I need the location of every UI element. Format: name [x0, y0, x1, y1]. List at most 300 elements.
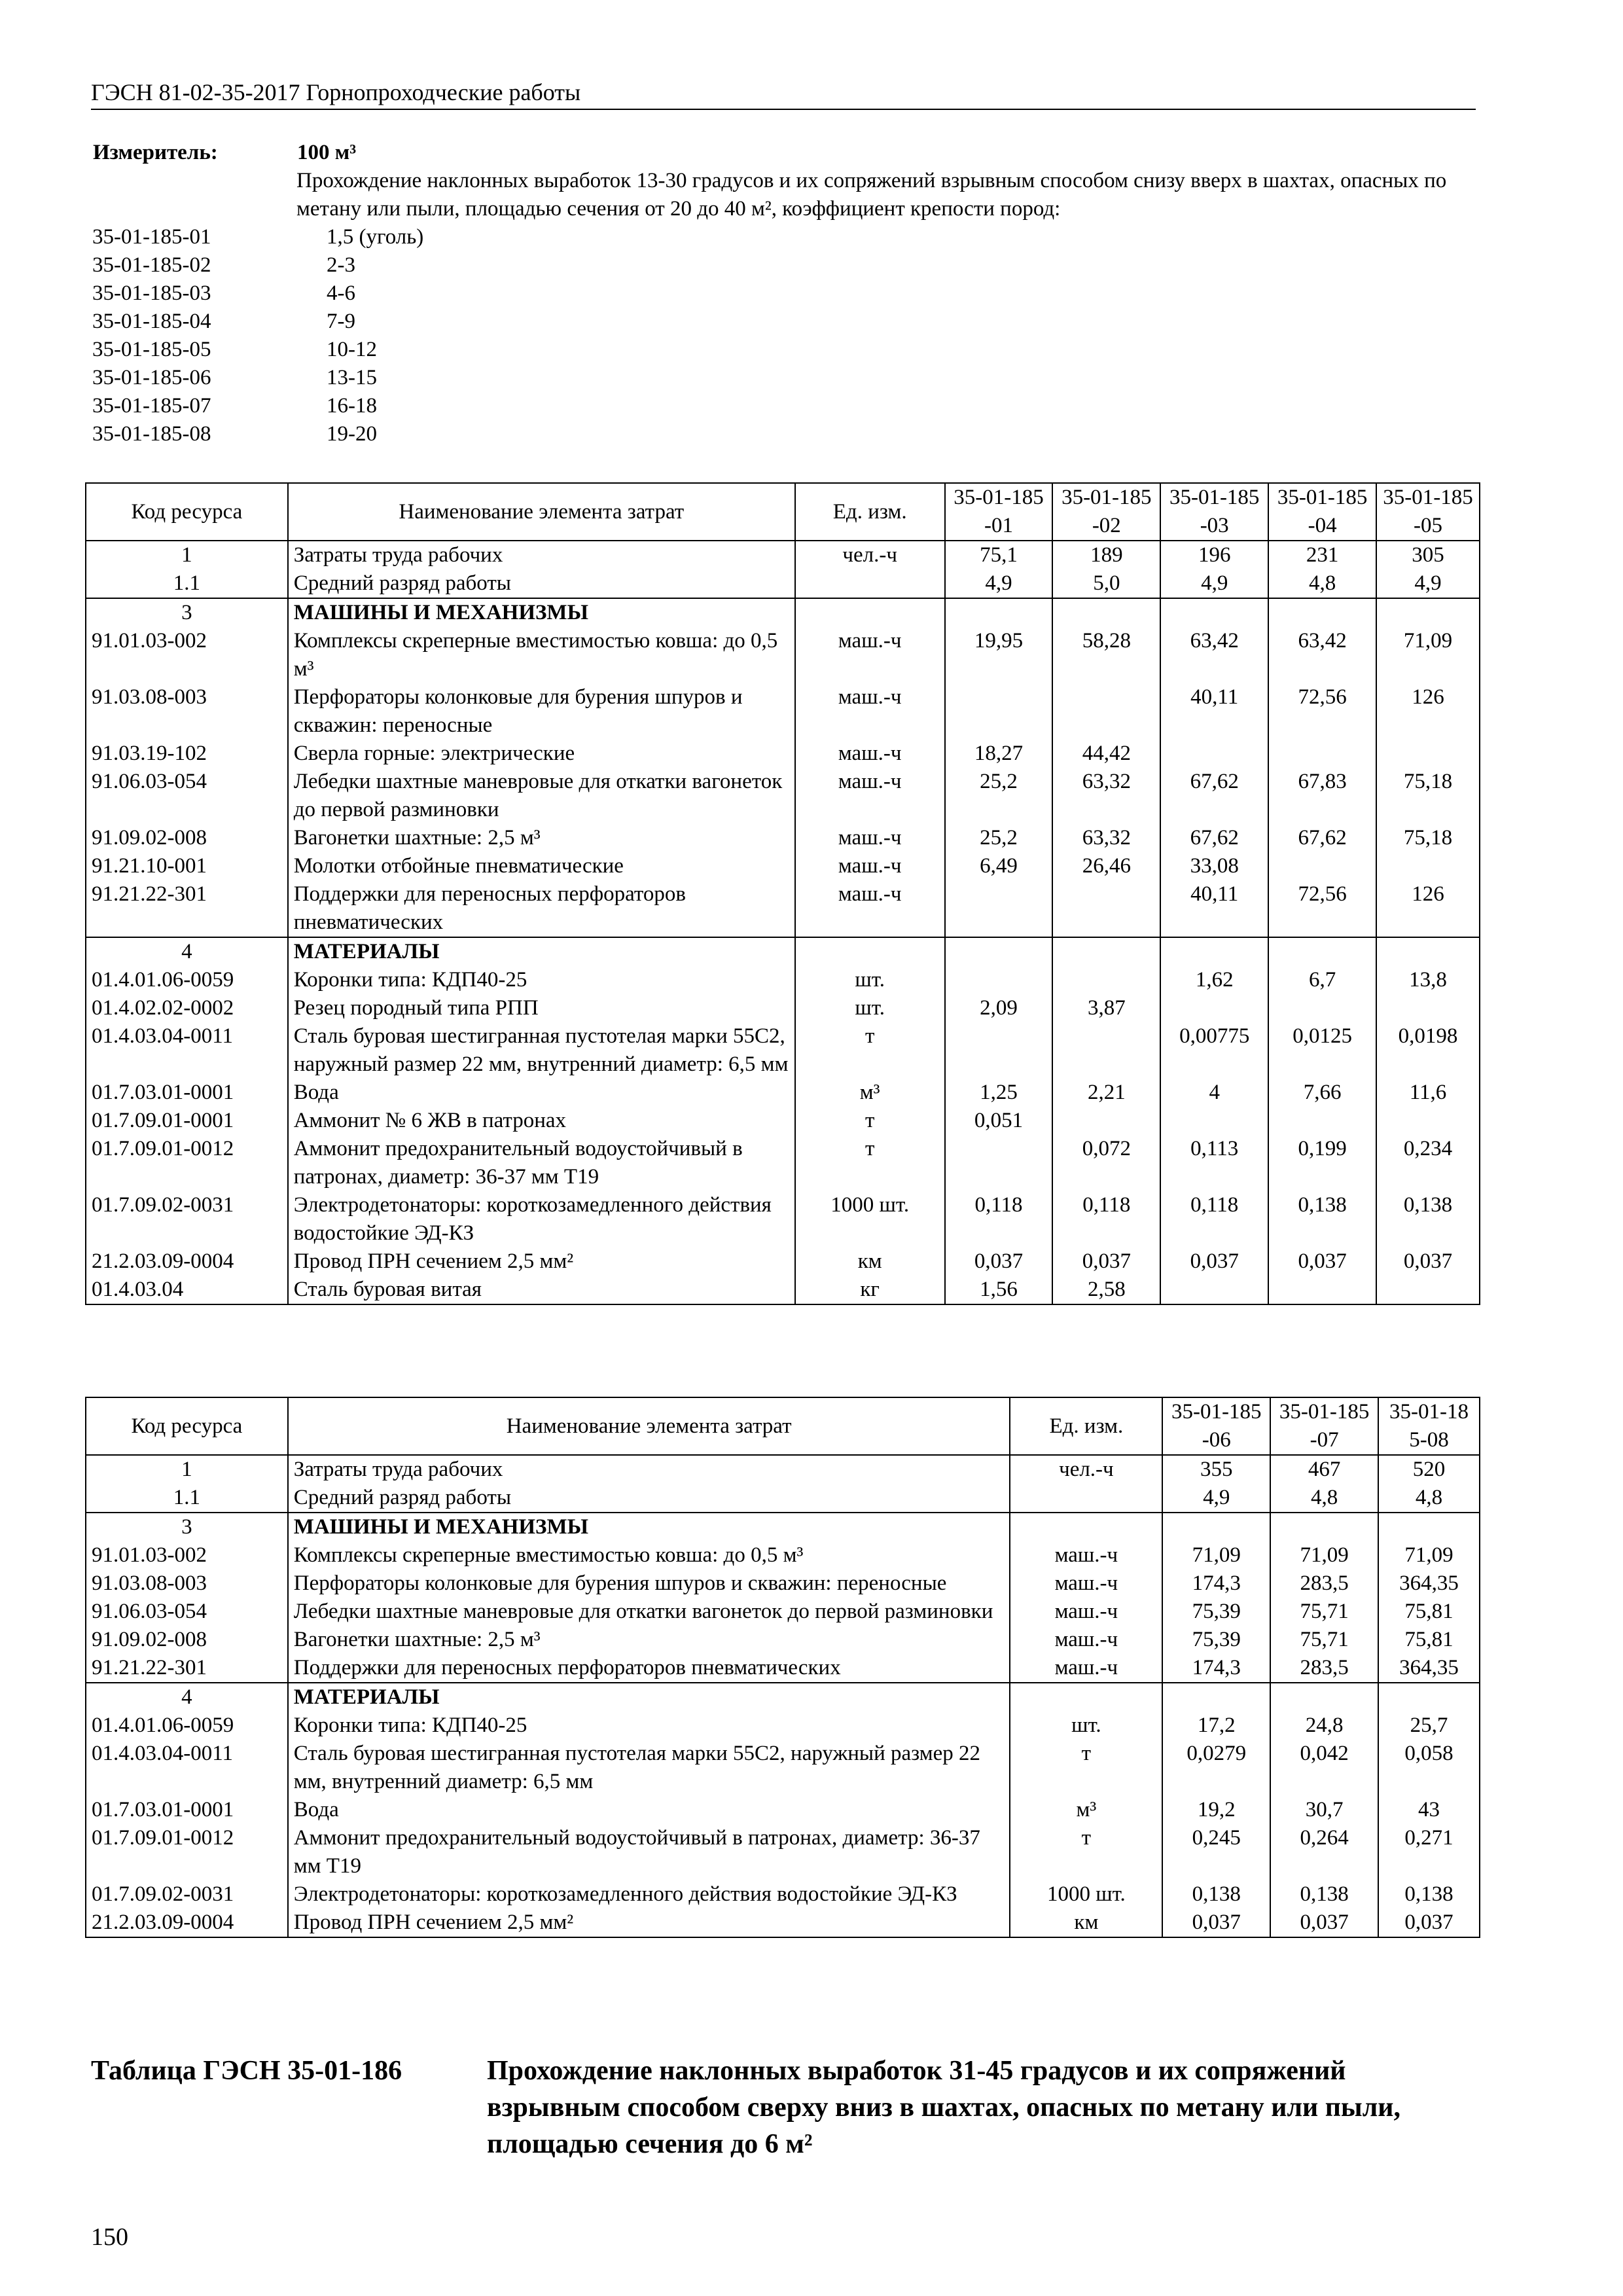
value-cell: 75,81 — [1378, 1626, 1480, 1654]
value-cell — [1376, 937, 1480, 966]
cost-name-cell: Средний разряд работы — [288, 1484, 1010, 1513]
cost-name-cell: МАШИНЫ И МЕХАНИЗМЫ — [288, 598, 795, 627]
value-cell: 0,118 — [945, 1191, 1053, 1247]
unit-cell: т — [795, 1107, 945, 1135]
cost-name-cell: Молотки отбойные пневматические — [288, 852, 795, 880]
table-row — [86, 1079, 1480, 1107]
unit-cell: шт. — [795, 966, 945, 994]
value-cell: 0,0279 — [1162, 1740, 1270, 1796]
value-cell: 174,3 — [1162, 1570, 1270, 1598]
value-cell — [945, 880, 1053, 937]
unit-cell: маш.-ч — [795, 740, 945, 768]
value-cell: 11,6 — [1376, 1079, 1480, 1107]
value-cell — [945, 1022, 1053, 1079]
cost-name-cell: Поддержки для переносных перфораторов пневматических — [288, 1654, 1010, 1683]
value-cell: 0,113 — [1160, 1135, 1268, 1191]
value-cell: 0,245 — [1162, 1824, 1270, 1880]
meter-value: 100 м³ — [297, 141, 357, 164]
value-cell: 305 — [1376, 541, 1480, 569]
value-cell: 63,42 — [1160, 627, 1268, 683]
value-cell: 467 — [1270, 1455, 1378, 1484]
unit-cell: кг — [795, 1276, 945, 1304]
value-cell: 75,39 — [1162, 1598, 1270, 1626]
value-cell: 0,138 — [1268, 1191, 1376, 1247]
column-header: 35-01-185-05 — [1376, 483, 1480, 541]
unit-cell: т — [795, 1135, 945, 1191]
value-cell — [1052, 598, 1160, 627]
column-header: 35-01-185-04 — [1268, 483, 1376, 541]
table-row — [86, 1909, 1480, 1937]
column-header: Наименование элемента затрат — [288, 1397, 1010, 1455]
resource-code-cell: 91.06.03-054 — [86, 1598, 288, 1626]
code-value: 4-6 — [327, 281, 355, 305]
value-cell: 6,49 — [945, 852, 1053, 880]
value-cell: 71,09 — [1270, 1541, 1378, 1570]
code-row — [92, 336, 1480, 364]
cost-name-cell: МАШИНЫ И МЕХАНИЗМЫ — [288, 1513, 1010, 1541]
cost-name-cell: МАТЕРИАЛЫ — [288, 1683, 1010, 1712]
meter-description: Прохождение наклонных выработок 13-30 градусов и их сопряжений взрывным способом снизу вверх в шахтах, опасных по метану или пыли, площадью сечения от 20 до 40 м², коэффициент крепости пород: — [296, 169, 1447, 221]
unit-cell: т — [1010, 1740, 1162, 1796]
meter-block — [92, 139, 1480, 448]
value-cell: 71,09 — [1378, 1541, 1480, 1570]
resource-code-cell: 91.21.10-001 — [86, 852, 288, 880]
value-cell — [1162, 1513, 1270, 1541]
column-header: 35-01-185-08 — [1378, 1397, 1480, 1455]
unit-cell: маш.-ч — [795, 627, 945, 683]
resource-code-cell: 4 — [86, 937, 288, 966]
table-row — [86, 937, 1480, 966]
value-cell: 0,0125 — [1268, 1022, 1376, 1079]
cost-name-cell: Вагонетки шахтные: 2,5 м³ — [288, 1626, 1010, 1654]
caption-text: Прохождение наклонных выработок 31-45 градусов и их сопряжений взрывным способом сверху вниз в шахтах, опасных по метану или пыли, площадью сечения до 6 м² — [487, 2056, 1400, 2159]
value-cell — [1160, 994, 1268, 1022]
resource-code-cell: 01.7.03.01-0001 — [86, 1079, 288, 1107]
column-header: 35-01-185-07 — [1270, 1397, 1378, 1455]
resource-code-cell: 4 — [86, 1683, 288, 1712]
value-cell: 58,28 — [1052, 627, 1160, 683]
value-cell: 17,2 — [1162, 1712, 1270, 1740]
value-cell: 2,21 — [1052, 1079, 1160, 1107]
table-row — [86, 966, 1480, 994]
cost-name-cell: Сверла горные: электрические — [288, 740, 795, 768]
value-cell: 63,32 — [1052, 768, 1160, 824]
table-row — [86, 1683, 1480, 1712]
column-header: 35-01-185-03 — [1160, 483, 1268, 541]
value-cell — [1052, 880, 1160, 937]
value-cell — [945, 1135, 1053, 1191]
resource-code-cell: 21.2.03.09-0004 — [86, 1247, 288, 1276]
value-cell: 0,037 — [945, 1247, 1053, 1276]
cost-name-cell: Вагонетки шахтные: 2,5 м³ — [288, 824, 795, 852]
column-header: Ед. изм. — [795, 483, 945, 541]
unit-cell — [1010, 1484, 1162, 1513]
code-id: 35-01-185-07 — [92, 394, 211, 418]
value-cell: 4,9 — [945, 569, 1053, 598]
code-value: 19-20 — [327, 422, 377, 446]
code-id: 35-01-185-01 — [92, 225, 211, 249]
unit-cell — [1010, 1513, 1162, 1541]
norm-table-185-01-05 — [85, 482, 1480, 1305]
value-cell: 4 — [1160, 1079, 1268, 1107]
value-cell — [1268, 1276, 1376, 1304]
table-row — [86, 1880, 1480, 1909]
resource-code-cell: 01.7.09.02-0031 — [86, 1191, 288, 1247]
table-row — [86, 1740, 1480, 1796]
table-row — [86, 1484, 1480, 1513]
value-cell: 0,0198 — [1376, 1022, 1480, 1079]
value-cell: 67,62 — [1160, 824, 1268, 852]
resource-code-cell: 1 — [86, 1455, 288, 1484]
cost-name-cell: Средний разряд работы — [288, 569, 795, 598]
value-cell: 7,66 — [1268, 1079, 1376, 1107]
cost-name-cell: Затраты труда рабочих — [288, 1455, 1010, 1484]
value-cell — [1376, 994, 1480, 1022]
value-cell: 0,271 — [1378, 1824, 1480, 1880]
resource-code-cell: 01.4.03.04-0011 — [86, 1022, 288, 1079]
table-row — [86, 1276, 1480, 1304]
value-cell: 25,2 — [945, 824, 1053, 852]
resource-code-cell: 01.4.01.06-0059 — [86, 966, 288, 994]
code-row — [92, 223, 1480, 251]
cost-name-cell: Лебедки шахтные маневровые для откатки вагонеток до первой разминовки — [288, 1598, 1010, 1626]
resource-code-cell: 01.7.09.01-0012 — [86, 1824, 288, 1880]
code-value: 2-3 — [327, 253, 355, 277]
resource-code-cell: 01.7.09.01-0001 — [86, 1107, 288, 1135]
table-row — [86, 541, 1480, 569]
cost-name-cell: Провод ПРН сечением 2,5 мм² — [288, 1247, 795, 1276]
table-row — [86, 1191, 1480, 1247]
unit-cell: маш.-ч — [1010, 1598, 1162, 1626]
resource-code-cell: 91.01.03-002 — [86, 1541, 288, 1570]
value-cell: 0,037 — [1268, 1247, 1376, 1276]
value-cell: 4,9 — [1160, 569, 1268, 598]
resource-code-cell: 01.7.09.02-0031 — [86, 1880, 288, 1909]
value-cell: 0,118 — [1052, 1191, 1160, 1247]
code-id: 35-01-185-05 — [92, 338, 211, 361]
value-cell — [1160, 1276, 1268, 1304]
value-cell — [1160, 740, 1268, 768]
table-row — [86, 1712, 1480, 1740]
value-cell — [1378, 1683, 1480, 1712]
value-cell: 72,56 — [1268, 880, 1376, 937]
column-header: Код ресурса — [86, 483, 288, 541]
value-cell: 75,81 — [1378, 1598, 1480, 1626]
value-cell: 18,27 — [945, 740, 1053, 768]
cost-name-cell: Сталь буровая шестигранная пустотелая марки 55С2, наружный размер 22 мм, внутренний диаметр: 6,5 мм — [288, 1740, 1010, 1796]
value-cell — [1160, 1107, 1268, 1135]
resource-code-cell: 3 — [86, 598, 288, 627]
resource-code-cell: 91.21.22-301 — [86, 1654, 288, 1683]
value-cell: 63,32 — [1052, 824, 1160, 852]
value-cell — [1270, 1683, 1378, 1712]
value-cell — [1268, 740, 1376, 768]
value-cell: 40,11 — [1160, 880, 1268, 937]
value-cell: 0,037 — [1378, 1909, 1480, 1937]
cost-name-cell: Электродетонаторы: короткозамедленного действия водостойкие ЭД-КЗ — [288, 1880, 1010, 1909]
value-cell: 6,7 — [1268, 966, 1376, 994]
value-cell: 19,95 — [945, 627, 1053, 683]
value-cell: 67,83 — [1268, 768, 1376, 824]
meter-label: Измеритель: — [93, 141, 218, 164]
cost-name-cell: Сталь буровая шестигранная пустотелая марки 55С2, наружный размер 22 мм, внутренний диаметр: 6,5 мм — [288, 1022, 795, 1079]
value-cell: 0,00775 — [1160, 1022, 1268, 1079]
value-cell: 0,138 — [1162, 1880, 1270, 1909]
value-cell: 0,037 — [1052, 1247, 1160, 1276]
code-row — [92, 279, 1480, 308]
value-cell — [1160, 937, 1268, 966]
header-divider — [91, 109, 1476, 110]
value-cell: 283,5 — [1270, 1570, 1378, 1598]
table-row — [86, 1570, 1480, 1598]
value-cell — [1162, 1683, 1270, 1712]
code-id: 35-01-185-04 — [92, 310, 211, 333]
cost-name-cell: Поддержки для переносных перфораторов пневматических — [288, 880, 795, 937]
value-cell — [945, 966, 1053, 994]
table-row — [86, 1135, 1480, 1191]
unit-cell — [1010, 1683, 1162, 1712]
cost-name-cell: Комплексы скреперные вместимостью ковша: до 0,5 м³ — [288, 1541, 1010, 1570]
cost-name-cell: Резец породный типа РПП — [288, 994, 795, 1022]
value-cell — [1268, 852, 1376, 880]
value-cell: 19,2 — [1162, 1796, 1270, 1824]
cost-name-cell: Коронки типа: КДП40-25 — [288, 1712, 1010, 1740]
value-cell — [945, 598, 1053, 627]
table-row — [86, 627, 1480, 683]
value-cell: 5,0 — [1052, 569, 1160, 598]
value-cell: 1,25 — [945, 1079, 1053, 1107]
value-cell — [1378, 1513, 1480, 1541]
value-cell: 4,9 — [1162, 1484, 1270, 1513]
value-cell: 25,7 — [1378, 1712, 1480, 1740]
resource-code-cell: 91.06.03-054 — [86, 768, 288, 824]
value-cell: 2,09 — [945, 994, 1053, 1022]
cost-name-cell: Аммонит № 6 ЖВ в патронах — [288, 1107, 795, 1135]
code-value: 7-9 — [327, 310, 355, 333]
resource-code-cell: 91.03.19-102 — [86, 740, 288, 768]
value-cell: 126 — [1376, 880, 1480, 937]
table-row — [86, 740, 1480, 768]
table-row — [86, 994, 1480, 1022]
table-row — [86, 1022, 1480, 1079]
table-row — [86, 683, 1480, 740]
unit-cell: т — [1010, 1824, 1162, 1880]
cost-name-cell: Лебедки шахтные маневровые для откатки вагонеток до первой разминовки — [288, 768, 795, 824]
value-cell: 520 — [1378, 1455, 1480, 1484]
unit-cell: м³ — [795, 1079, 945, 1107]
value-cell: 13,8 — [1376, 966, 1480, 994]
value-cell: 44,42 — [1052, 740, 1160, 768]
unit-cell: маш.-ч — [795, 824, 945, 852]
value-cell: 1,62 — [1160, 966, 1268, 994]
value-cell — [1376, 1107, 1480, 1135]
value-cell — [1052, 937, 1160, 966]
value-cell: 0,199 — [1268, 1135, 1376, 1191]
resource-code-cell: 3 — [86, 1513, 288, 1541]
resource-code-cell: 91.21.22-301 — [86, 880, 288, 937]
value-cell: 4,8 — [1270, 1484, 1378, 1513]
resource-code-cell: 01.4.03.04-0011 — [86, 1740, 288, 1796]
value-cell — [1052, 966, 1160, 994]
unit-cell: шт. — [795, 994, 945, 1022]
value-cell: 364,35 — [1378, 1570, 1480, 1598]
value-cell: 71,09 — [1376, 627, 1480, 683]
table-row — [86, 1107, 1480, 1135]
unit-cell — [795, 598, 945, 627]
value-cell: 75,18 — [1376, 768, 1480, 824]
column-header: 35-01-185-06 — [1162, 1397, 1270, 1455]
value-cell: 0,264 — [1270, 1824, 1378, 1880]
value-cell: 43 — [1378, 1796, 1480, 1824]
cost-name-cell: Аммонит предохранительный водоустойчивый в патронах, диаметр: 36-37 мм Т19 — [288, 1135, 795, 1191]
unit-cell: маш.-ч — [1010, 1570, 1162, 1598]
page-header: ГЭСН 81-02-35-2017 Горнопроходческие работы — [91, 79, 581, 105]
unit-cell: маш.-ч — [1010, 1654, 1162, 1683]
resource-code-cell: 91.03.08-003 — [86, 1570, 288, 1598]
column-header: 35-01-185-02 — [1052, 483, 1160, 541]
value-cell: 2,58 — [1052, 1276, 1160, 1304]
value-cell — [1268, 598, 1376, 627]
value-cell — [1270, 1513, 1378, 1541]
value-cell: 72,56 — [1268, 683, 1376, 740]
resource-code-cell: 01.4.03.04 — [86, 1276, 288, 1304]
table-row — [86, 1247, 1480, 1276]
value-cell: 26,46 — [1052, 852, 1160, 880]
value-cell: 231 — [1268, 541, 1376, 569]
unit-cell: 1000 шт. — [1010, 1880, 1162, 1909]
resource-code-cell: 1 — [86, 541, 288, 569]
unit-cell: маш.-ч — [795, 852, 945, 880]
value-cell: 4,8 — [1378, 1484, 1480, 1513]
cost-name-cell: Перфораторы колонковые для бурения шпуров и скважин: переносные — [288, 683, 795, 740]
code-id: 35-01-185-06 — [92, 366, 211, 389]
value-cell: 71,09 — [1162, 1541, 1270, 1570]
column-header: Наименование элемента затрат — [288, 483, 795, 541]
code-id: 35-01-185-02 — [92, 253, 211, 277]
value-cell: 196 — [1160, 541, 1268, 569]
code-id: 35-01-185-08 — [92, 422, 211, 446]
value-cell: 1,56 — [945, 1276, 1053, 1304]
value-cell: 33,08 — [1160, 852, 1268, 880]
value-cell — [1052, 1107, 1160, 1135]
cost-name-cell: Провод ПРН сечением 2,5 мм² — [288, 1909, 1010, 1937]
value-cell: 126 — [1376, 683, 1480, 740]
unit-cell: маш.-ч — [1010, 1541, 1162, 1570]
unit-cell — [795, 569, 945, 598]
value-cell: 4,9 — [1376, 569, 1480, 598]
value-cell: 67,62 — [1268, 824, 1376, 852]
code-row — [92, 251, 1480, 279]
value-cell: 25,2 — [945, 768, 1053, 824]
value-cell: 0,072 — [1052, 1135, 1160, 1191]
cost-name-cell: Коронки типа: КДП40-25 — [288, 966, 795, 994]
value-cell: 75,18 — [1376, 824, 1480, 852]
resource-code-cell: 91.09.02-008 — [86, 1626, 288, 1654]
value-cell: 0,234 — [1376, 1135, 1480, 1191]
value-cell — [1268, 937, 1376, 966]
norm-table-185-06-08 — [85, 1397, 1480, 1938]
cost-name-cell: Сталь буровая витая — [288, 1276, 795, 1304]
value-cell: 189 — [1052, 541, 1160, 569]
unit-cell: маш.-ч — [795, 880, 945, 937]
code-row — [92, 392, 1480, 420]
page-number: 150 — [91, 2223, 128, 2251]
value-cell: 75,71 — [1270, 1626, 1378, 1654]
code-list — [92, 223, 1480, 448]
table-row — [86, 880, 1480, 937]
resource-code-cell: 01.7.09.01-0012 — [86, 1135, 288, 1191]
value-cell — [945, 683, 1053, 740]
value-cell: 0,138 — [1270, 1880, 1378, 1909]
cost-name-cell: Комплексы скреперные вместимостью ковша: до 0,5 м³ — [288, 627, 795, 683]
unit-cell: шт. — [1010, 1712, 1162, 1740]
value-cell — [1268, 1107, 1376, 1135]
value-cell: 0,037 — [1376, 1247, 1480, 1276]
resource-code-cell: 1.1 — [86, 1484, 288, 1513]
value-cell: 75,39 — [1162, 1626, 1270, 1654]
value-cell: 67,62 — [1160, 768, 1268, 824]
value-cell: 4,8 — [1268, 569, 1376, 598]
unit-cell: маш.-ч — [795, 768, 945, 824]
value-cell: 0,042 — [1270, 1740, 1378, 1796]
table-row — [86, 1455, 1480, 1484]
value-cell: 283,5 — [1270, 1654, 1378, 1683]
cost-name-cell: Вода — [288, 1796, 1010, 1824]
table-row — [86, 1598, 1480, 1626]
cost-name-cell: Аммонит предохранительный водоустойчивый в патронах, диаметр: 36-37 мм Т19 — [288, 1824, 1010, 1880]
resource-code-cell: 91.09.02-008 — [86, 824, 288, 852]
table-row — [86, 1654, 1480, 1683]
cost-name-cell: Электродетонаторы: короткозамедленного действия водостойкие ЭД-КЗ — [288, 1191, 795, 1247]
code-id: 35-01-185-03 — [92, 281, 211, 305]
resource-code-cell: 1.1 — [86, 569, 288, 598]
code-value: 13-15 — [327, 366, 377, 389]
value-cell: 24,8 — [1270, 1712, 1378, 1740]
value-cell: 0,037 — [1270, 1909, 1378, 1937]
unit-cell: т — [795, 1022, 945, 1079]
value-cell — [1376, 598, 1480, 627]
table-row — [86, 569, 1480, 598]
code-value: 10-12 — [327, 338, 377, 361]
table-row — [86, 1541, 1480, 1570]
resource-code-cell: 01.4.01.06-0059 — [86, 1712, 288, 1740]
value-cell: 0,118 — [1160, 1191, 1268, 1247]
resource-code-cell: 01.4.02.02-0002 — [86, 994, 288, 1022]
table-row — [86, 1513, 1480, 1541]
value-cell — [945, 937, 1053, 966]
code-row — [92, 420, 1480, 448]
cost-name-cell: Затраты труда рабочих — [288, 541, 795, 569]
resource-code-cell: 91.01.03-002 — [86, 627, 288, 683]
value-cell: 40,11 — [1160, 683, 1268, 740]
value-cell — [1160, 598, 1268, 627]
cost-name-cell: Вода — [288, 1079, 795, 1107]
table-row — [86, 598, 1480, 627]
column-header: Ед. изм. — [1010, 1397, 1162, 1455]
value-cell: 75,71 — [1270, 1598, 1378, 1626]
unit-cell: км — [1010, 1909, 1162, 1937]
value-cell: 174,3 — [1162, 1654, 1270, 1683]
table-row — [86, 1626, 1480, 1654]
value-cell — [1052, 1022, 1160, 1079]
unit-cell: маш.-ч — [1010, 1626, 1162, 1654]
resource-code-cell: 01.7.03.01-0001 — [86, 1796, 288, 1824]
unit-cell: км — [795, 1247, 945, 1276]
value-cell: 0,058 — [1378, 1740, 1480, 1796]
resource-code-cell: 91.03.08-003 — [86, 683, 288, 740]
value-cell — [1376, 740, 1480, 768]
resource-code-cell: 21.2.03.09-0004 — [86, 1909, 288, 1937]
